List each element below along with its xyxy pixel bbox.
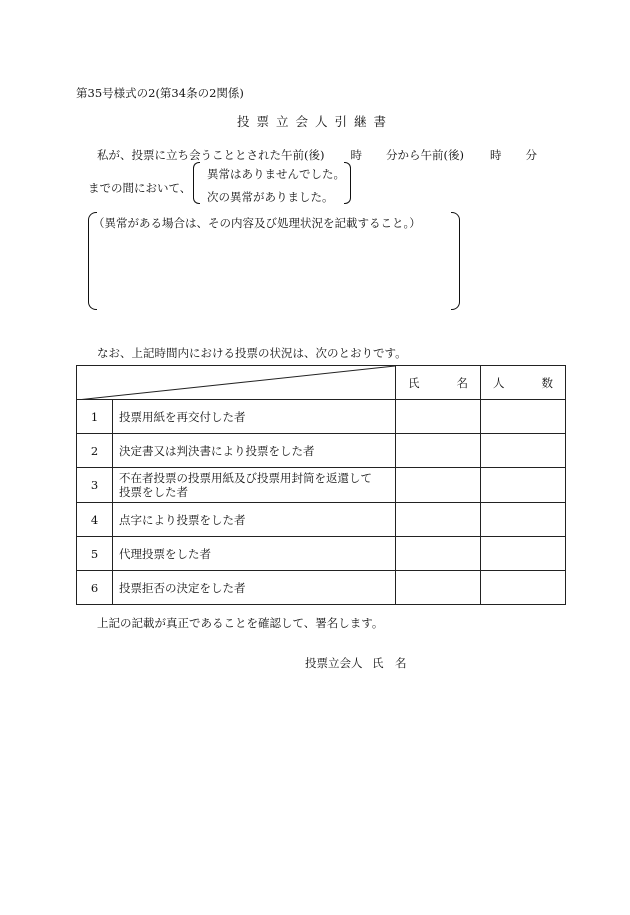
row-number: 5 <box>77 537 113 571</box>
intro-sentence <box>97 147 537 163</box>
row-count-cell[interactable] <box>481 571 566 605</box>
row-name-cell[interactable] <box>396 537 481 571</box>
form-number: 第35号様式の2(第34条の2関係) <box>76 86 244 100</box>
row-name-cell[interactable] <box>396 400 481 434</box>
header-count-b: 数 <box>541 375 553 390</box>
header-name <box>396 366 481 400</box>
bracket-right <box>344 162 351 204</box>
table-row <box>77 571 566 605</box>
intro-text-2: 分から午前(後) <box>385 148 464 162</box>
row-name-cell[interactable] <box>396 468 481 503</box>
row-item-line-2: 投票をした者 <box>119 485 188 499</box>
header-name-b: 名 <box>456 375 468 390</box>
row-item: 投票拒否の決定をした者 <box>113 571 396 605</box>
row-item: 決定書又は判決書により投票をした者 <box>113 434 396 468</box>
row-count-cell[interactable] <box>481 434 566 468</box>
table-row <box>77 537 566 571</box>
confirmation-statement: 上記の記載が真正であることを確認して、署名します。 <box>97 616 384 630</box>
row-name-cell[interactable] <box>396 434 481 468</box>
table-header-row <box>77 366 566 400</box>
anomaly-note-instruction: （異常がある場合は、その内容及び処理状況を記載すること。） <box>93 216 421 230</box>
option-no-anomaly: 異常はありませんでした。 <box>207 167 345 181</box>
bracket-right <box>451 212 460 310</box>
status-intro: なお、上記時間内における投票の状況は、次のとおりです。 <box>97 346 407 360</box>
row-number: 4 <box>77 503 113 537</box>
intro-hour-1: 時 <box>350 148 362 162</box>
row-item-line-1: 不在者投票の投票用紙及び投票用封筒を返還して <box>119 471 372 485</box>
header-count <box>481 366 566 400</box>
row-number: 6 <box>77 571 113 605</box>
row-count-cell[interactable] <box>481 537 566 571</box>
row-item: 点字により投票をした者 <box>113 503 396 537</box>
row-number: 1 <box>77 400 113 434</box>
row-name-cell[interactable] <box>396 503 481 537</box>
row-count-cell[interactable] <box>481 400 566 434</box>
table-row <box>77 468 566 503</box>
row-count-cell[interactable] <box>481 503 566 537</box>
row-count-cell[interactable] <box>481 468 566 503</box>
table-row <box>77 434 566 468</box>
document-title: 投票立会人引継書 <box>236 114 393 129</box>
signature-name-label: 氏 名 <box>372 656 407 670</box>
row-item: 投票用紙を再交付した者 <box>113 400 396 434</box>
voting-status-table <box>76 365 566 605</box>
row-name-cell[interactable] <box>396 571 481 605</box>
header-name-a: 氏 <box>408 375 420 390</box>
bracket-left <box>193 162 200 204</box>
intro-text-1: 私が、投票に立ち会うこととされた午前(後) <box>97 148 325 162</box>
row-number: 2 <box>77 434 113 468</box>
intro-minute-2: 分 <box>525 148 537 162</box>
intro-until: までの間において、 <box>88 181 192 195</box>
diagonal-header-cell <box>77 366 396 400</box>
header-count-a: 人 <box>493 375 505 390</box>
table-row <box>77 503 566 537</box>
row-number: 3 <box>77 468 113 503</box>
table-row <box>77 400 566 434</box>
signature-role: 投票立会人 <box>305 656 363 670</box>
option-anomaly: 次の異常がありました。 <box>207 190 334 204</box>
row-item <box>113 468 396 503</box>
diagonal-line <box>77 366 395 400</box>
row-item: 代理投票をした者 <box>113 537 396 571</box>
intro-hour-2: 時 <box>489 148 502 162</box>
